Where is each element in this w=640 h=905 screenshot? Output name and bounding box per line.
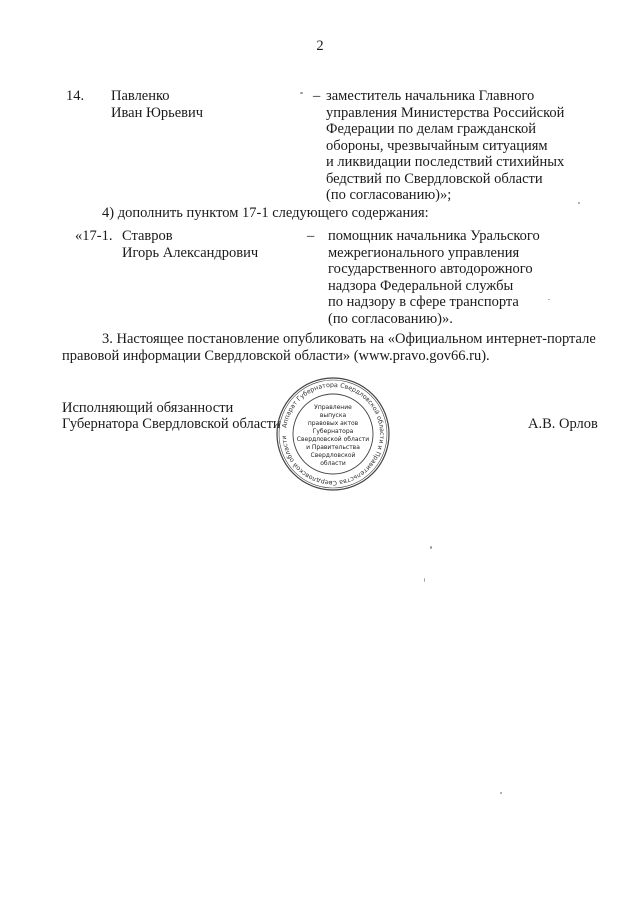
item-17-1-position xyxy=(328,228,540,327)
item-14-position-line: (по согласованию)»; xyxy=(326,187,452,203)
item-14-position-line: бедствий по Свердловской области xyxy=(326,170,543,187)
stamp-center-line: Свердловской xyxy=(310,452,356,459)
item-14-surname: Павленко xyxy=(111,88,170,104)
item-17-1-surname: Ставров xyxy=(122,228,173,244)
item-14-position-line: обороны, чрезвычайным ситуациям xyxy=(326,137,548,154)
stamp-ring-text: Аппарат Губернатора Свердловской области и Правительства Свердловской области xyxy=(280,381,386,487)
signatory-name: А.В. Орлов xyxy=(528,416,598,432)
scan-speck xyxy=(578,202,580,204)
stamp-center-line: и Правительства xyxy=(306,444,360,451)
page-number: 2 xyxy=(316,38,324,54)
item-17-1-dash: – xyxy=(307,228,315,244)
item-17-1-position-line: (по согласованию)». xyxy=(328,310,453,327)
scan-speck xyxy=(424,578,425,582)
item-14-position-line: заместитель начальника Главного xyxy=(326,88,535,104)
scan-speck xyxy=(430,546,432,549)
stamp-center-line: Свердловской области xyxy=(296,436,370,443)
item-17-1-position-line: государственного автодорожного xyxy=(328,261,533,277)
item-14-name xyxy=(111,88,203,121)
item-17-1-name xyxy=(122,228,258,261)
item-14-position xyxy=(326,88,564,204)
scan-speck xyxy=(548,299,550,300)
clause-3-line2: правовой информации Свердловской области» (www.pravo.gov66.ru). xyxy=(62,348,490,364)
item-14-position-line: и ликвидации последствий стихийных xyxy=(326,154,565,170)
item-14-dash: – xyxy=(313,88,321,104)
scan-speck xyxy=(500,792,502,794)
item-17-1-position-line: межрегионального управления xyxy=(328,244,520,261)
item-17-1-given-names: Игорь Александрович xyxy=(122,244,259,261)
item-14-number: 14. xyxy=(66,88,85,104)
stamp-center-line: Губернатора xyxy=(312,428,354,435)
item-17-1-position-line: помощник начальника Уральского xyxy=(328,228,540,244)
stamp-center-line: правовых актов xyxy=(307,420,359,427)
stamp-center-text xyxy=(297,404,369,467)
item-17-1-position-line: надзора Федеральной службы xyxy=(328,277,514,294)
stamp-center-line: выпуска xyxy=(319,412,347,419)
item-14-position-line: Федерации по делам гражданской xyxy=(326,121,537,137)
clause-3-line1: 3. Настоящее постановление опубликовать на «Официальном интернет-портале xyxy=(102,331,596,347)
stamp-center-line: Управление xyxy=(314,404,352,411)
stamp-center-line: области xyxy=(320,460,346,467)
item-17-1-position-line: по надзору в сфере транспорта xyxy=(328,294,519,310)
scan-speck xyxy=(300,92,303,94)
item-14-position-line: управления Министерства Российской xyxy=(326,104,565,121)
subitem-4-text: 4) дополнить пунктом 17-1 следующего содержания: xyxy=(102,205,429,221)
signatory-title-line2: Губернатора Свердловской области xyxy=(62,416,281,432)
item-14-given-names: Иван Юрьевич xyxy=(111,104,204,121)
official-stamp xyxy=(275,376,391,492)
item-17-1-number: «17-1. xyxy=(75,228,113,244)
signatory-title-line1: Исполняющий обязанности xyxy=(62,400,234,416)
